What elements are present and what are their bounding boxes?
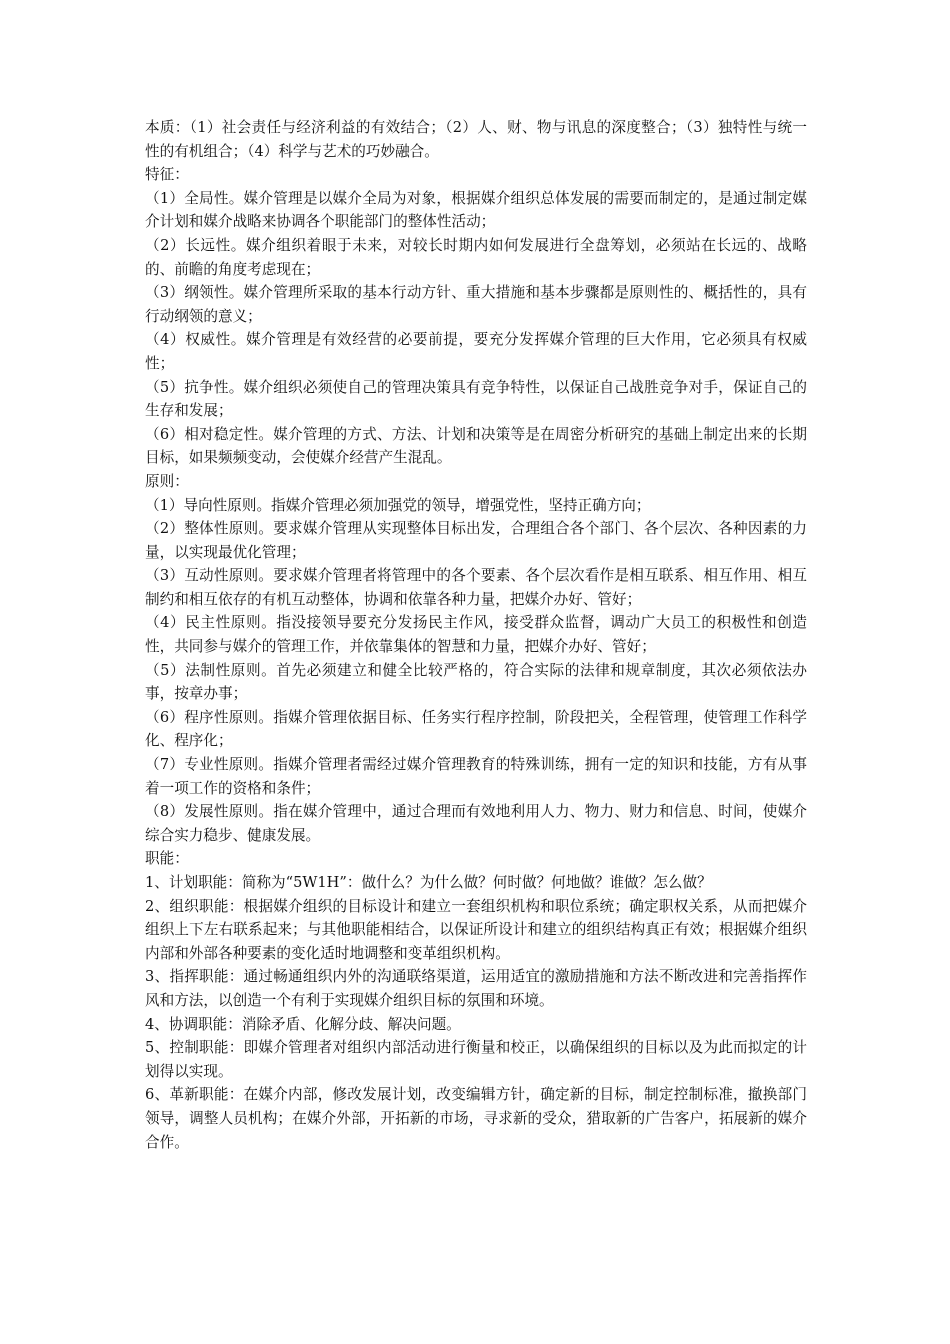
feature-item: （1）全局性。媒介管理是以媒介全局为对象，根据媒介组织总体发展的需要而制定的，是通过制定媒介计划和媒介战略来协调各个职能部门的整体性活动； xyxy=(145,189,807,231)
feature-item: （4）权威性。媒介管理是有效经营的必要前提，要充分发挥媒介管理的巨大作用，它必须具有权威性； xyxy=(145,331,807,372)
principle-item: （2）整体性原则。要求媒介管理从实现整体目标出发，合理组合各个部门、各个层次、各种因素的力量，以实现最优化管理； xyxy=(145,520,807,561)
function-item: 4、协调职能：消除矛盾、化解分歧、解决问题。 xyxy=(145,1015,461,1033)
feature-item: （5）抗争性。媒介组织必须使自己的管理决策具有竞争特性，以保证自己战胜竞争对手，保证自己的生存和发展； xyxy=(145,378,807,420)
feature-item: （3）纲领性。媒介管理所采取的基本行动方针、重大措施和基本步骤都是原则性的、概括性的，具有行动纲领的意义； xyxy=(145,284,807,325)
features-heading: 特征： xyxy=(145,166,189,184)
function-item: 1、计划职能：简称为“5W1H”：做什么？为什么做？何时做？何地做？谁做？怎么做？ xyxy=(145,874,712,891)
function-item: 3、指挥职能：通过畅通组织内外的沟通联络渠道，运用适宜的激励措施和方法不断改进和完善指挥作风和方法，以创造一个有利于实现媒介组织目标的氛围和环境。 xyxy=(145,968,807,1009)
principle-item: （4）民主性原则。指没接领导要充分发扬民主作风，接受群众监督，调动广大员工的积极性和创造性，共同参与媒介的管理工作，并依靠集体的智慧和力量，把媒介办好、管好； xyxy=(145,614,807,656)
principle-item: （5）法制性原则。首先必须建立和健全比较严格的，符合实际的法律和规章制度，其次必须依法办事，按章办事； xyxy=(145,661,807,703)
function-item: 2、组织职能：根据媒介组织的目标设计和建立一套组织机构和职位系统；确定职权关系，从而把媒介组织上下左右联系起来；与其他职能相结合，以保证所设计和建立的组织结构真正有效；根据媒介组织内部和外部各种要素的变化适时地调整和变革组织机构。 xyxy=(145,897,807,962)
function-item: 6、革新职能：在媒介内部，修改发展计划，改变编辑方针，确定新的目标，制定控制标准，撤换部门领导，调整人员机构；在媒介外部，开拓新的市场，寻求新的受众，猎取新的广告客户，拓展新的媒介合作。 xyxy=(145,1086,807,1151)
document-body xyxy=(145,116,807,1154)
function-item: 5、控制职能：即媒介管理者对组织内部活动进行衡量和校正，以确保组织的目标以及为此而拟定的计划得以实现。 xyxy=(145,1039,807,1080)
principle-item: （1）导向性原则。指媒介管理必须加强党的领导，增强党性，坚持正确方向； xyxy=(145,496,651,514)
essence-paragraph: 本质：（1）社会责任与经济利益的有效结合；（2）人、财、物与讯息的深度整合；（3）独特性与统一性的有机组合；（4）科学与艺术的巧妙融合。 xyxy=(145,119,807,160)
principle-item: （7）专业性原则。指媒介管理者需经过媒介管理教育的特殊训练，拥有一定的知识和技能，方有从事着一项工作的资格和条件； xyxy=(145,756,807,797)
principle-item: （6）程序性原则。指媒介管理依据目标、任务实行程序控制，阶段把关，全程管理，使管理工作科学化、程序化； xyxy=(145,708,807,750)
principles-heading: 原则： xyxy=(145,472,189,490)
feature-item: （2）长远性。媒介组织着眼于未来，对较长时期内如何发展进行全盘筹划，必须站在长远的、战略的、前瞻的角度考虑现在； xyxy=(145,236,807,278)
functions-heading: 职能： xyxy=(145,850,189,868)
principle-item: （3）互动性原则。要求媒介管理者将管理中的各个要素、各个层次看作是相互联系、相互作用、相互制约和相互依存的有机互动整体，协调和依靠各种力量，把媒介办好、管好； xyxy=(145,567,807,608)
principle-item: （8）发展性原则。指在媒介管理中，通过合理而有效地利用人力、物力、财力和信息、时间，使媒介综合实力稳步、健康发展。 xyxy=(145,803,807,844)
feature-item: （6）相对稳定性。媒介管理的方式、方法、计划和决策等是在周密分析研究的基础上制定出来的长期目标，如果频频变动，会使媒介经营产生混乱。 xyxy=(145,425,807,467)
